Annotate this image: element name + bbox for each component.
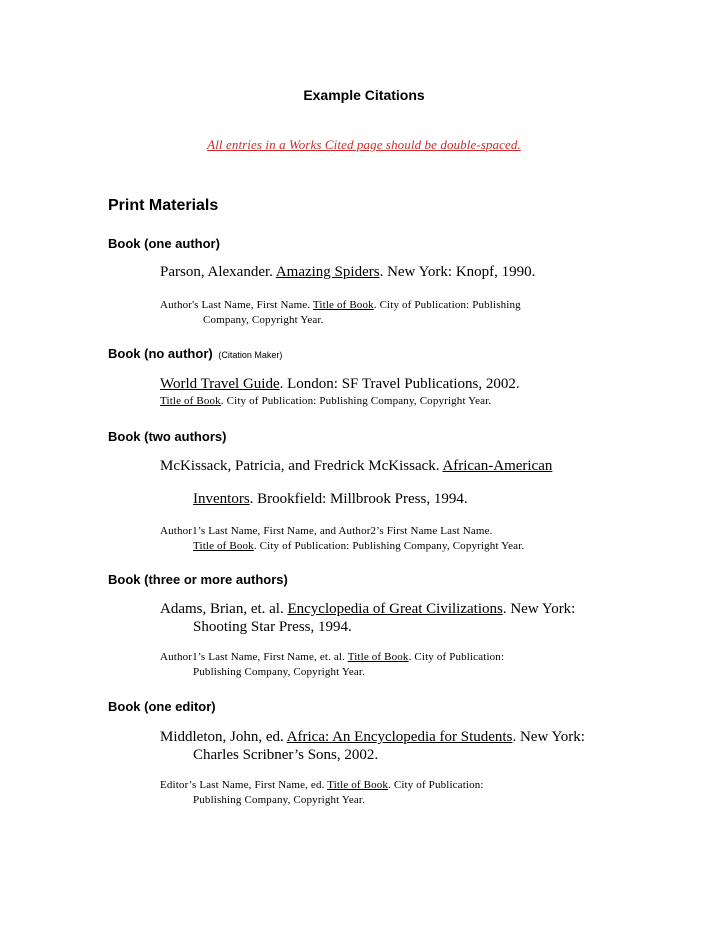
format-title: Title of Book: [193, 540, 254, 552]
citation-publication: . New York:: [502, 601, 576, 617]
format-title: Title of Book: [347, 651, 409, 663]
citation-publication: . London: SF Travel Publications, 2002.: [279, 376, 520, 392]
format-line-one-editor: [160, 779, 484, 791]
example-citation-two-authors: [160, 458, 552, 475]
example-continuation-three-authors: Shooting Star Press, 1994.: [193, 619, 352, 635]
format-publication: . City of Publication: Publishing Company, Copyright Year.: [220, 395, 492, 407]
citation-title: Africa: An Encyclopedia for Students: [286, 729, 513, 745]
format-publication: . City of Publication:: [388, 779, 484, 791]
format-continuation-one-editor: Publishing Company, Copyright Year.: [193, 794, 365, 806]
heading-book-no-author: [108, 346, 282, 361]
format-publication: . City of Publication: Publishing Company, Copyright Year.: [253, 540, 525, 552]
page-title: Example Citations: [303, 87, 425, 103]
heading-label: Book (no author): [108, 346, 213, 361]
format-line-one-author: [160, 299, 521, 311]
citation-title: African-American: [442, 458, 553, 474]
citation-maker-note: (Citation Maker): [218, 350, 283, 360]
citation-author: Parson, Alexander.: [160, 264, 276, 280]
example-citation-one-editor: [160, 729, 585, 746]
citation-title: Encyclopedia of Great Civilizations: [287, 601, 503, 617]
citation-publication: . New York:: [512, 729, 585, 745]
format-line-three-authors: [160, 651, 504, 663]
heading-book-one-editor: Book (one editor): [108, 699, 216, 714]
format-publication: . City of Publication: Publishing: [373, 299, 521, 311]
citation-publication: . New York: Knopf, 1990.: [379, 264, 536, 280]
format-continuation-three-authors: Publishing Company, Copyright Year.: [193, 666, 365, 678]
format-title: Title of Book: [327, 779, 389, 791]
example-citation-one-author: [160, 264, 535, 281]
citation-editor: Middleton, John, ed.: [160, 729, 287, 745]
citation-title-cont: Inventors: [193, 491, 250, 507]
format-continuation-two-authors: [193, 540, 524, 552]
format-authors: Author1’s Last Name, First Name, et. al.: [160, 651, 348, 663]
format-publication: . City of Publication:: [408, 651, 505, 663]
citation-publication: . Brookfield: Millbrook Press, 1994.: [249, 491, 468, 507]
example-continuation-two-authors: [193, 491, 468, 508]
heading-book-two-authors: Book (two authors): [108, 429, 227, 444]
example-continuation-one-editor: Charles Scribner’s Sons, 2002.: [193, 747, 379, 763]
format-line-no-author: [160, 395, 491, 407]
format-continuation-one-author: Company, Copyright Year.: [203, 314, 324, 326]
double-space-note: All entries in a Works Cited page should be double-spaced.: [207, 137, 521, 152]
format-author: Author's Last Name, First Name.: [160, 299, 313, 311]
citation-authors: McKissack, Patricia, and Fredrick McKissack.: [160, 458, 443, 474]
citation-title: World Travel Guide: [160, 376, 280, 392]
format-title: Title of Book: [312, 299, 374, 311]
example-citation-no-author: [160, 376, 520, 393]
format-line-two-authors: Author1’s Last Name, First Name, and Author2’s First Name Last Name.: [160, 525, 493, 537]
citation-authors: Adams, Brian, et. al.: [160, 601, 288, 617]
format-title: Title of Book: [160, 395, 221, 407]
heading-book-three-authors: Book (three or more authors): [108, 572, 288, 587]
citation-title: Amazing Spiders: [275, 264, 380, 280]
heading-book-one-author: Book (one author): [108, 236, 220, 251]
section-title-print-materials: Print Materials: [108, 197, 219, 214]
format-editor: Editor’s Last Name, First Name, ed.: [160, 779, 328, 791]
example-citation-three-authors: [160, 601, 575, 618]
